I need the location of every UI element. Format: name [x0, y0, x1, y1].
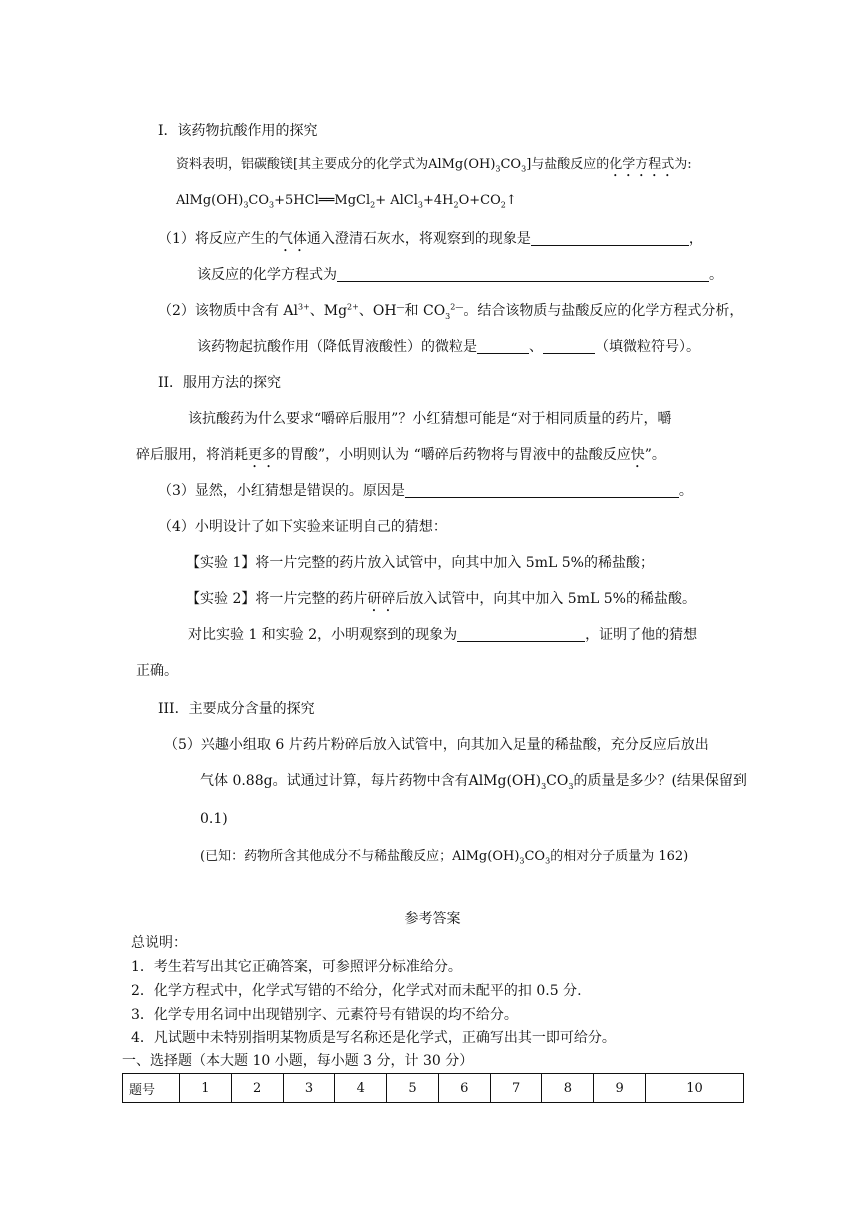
answer-blank-q2-particle-1[interactable] — [477, 339, 529, 354]
question-4: （4）小明设计了如下实验来证明自己的猜想： — [158, 519, 447, 535]
question-5-line2: 气体 0.88g。试通过计算，每片药物中含有$AlMg(OH)_3CO_3$的质量是多少？(结果保留到 — [200, 773, 747, 791]
comparison-line1: 对比实验 1 和实验 2，小明观察到的现象为 ，证明了他的猜想 — [188, 627, 698, 643]
question-5-line3: 0.1) — [200, 811, 228, 827]
answer-blank-q1-equation[interactable] — [337, 267, 709, 282]
experiment-2: 【实验 2】将一片完整的药片研碎后放入试管中，向其中加入 5mL 5%的稀盐酸。 — [186, 591, 696, 607]
chemical-equation: $AlMg(OH)_3CO_3+5HCl══MgCl_2+$ $AlCl_3+4H_2O+CO_2↑$ — [176, 193, 517, 210]
answer-table — [122, 1073, 744, 1103]
answer-blank-q3-reason[interactable] — [405, 483, 679, 498]
answers-title: 参考答案 — [404, 911, 461, 927]
question-1-line2: 该反应的化学方程式为 。 — [197, 267, 723, 283]
multiple-choice-section-heading: 一、选择题（本大题 10 小题，每小题 3 分，计 30 分） — [122, 1053, 474, 1069]
question-3: （3）显然，小红猜想是错误的。原因是 。 — [158, 483, 693, 499]
table-cell: 7 — [490, 1074, 542, 1103]
question-2-line2: 该药物起抗酸作用（降低胃液酸性）的微粒是 、 （填微粒符号）。 — [197, 339, 700, 355]
answer-blank-q4-phenomenon[interactable] — [457, 627, 585, 642]
table-row — [123, 1074, 744, 1103]
general-note-3: 3．化学专用名词中出现错别字、元素符号有错误的均不给分。 — [131, 1007, 518, 1023]
table-cell: 8 — [542, 1074, 594, 1103]
question-5-note: (已知：药物所含其他成分不与稀盐酸反应；$AlMg(OH)_3CO_3$的相对分子质量为 162) — [200, 849, 689, 866]
answer-blank-q2-particle-2[interactable] — [543, 339, 595, 354]
question-5-line1: （5）兴趣小组取 6 片药片粉碎后放入试管中，向其加入足量的稀盐酸，充分反应后放出 — [164, 737, 709, 753]
table-cell: 9 — [594, 1074, 646, 1103]
table-cell: 6 — [438, 1074, 490, 1103]
general-notes-heading: 总说明： — [131, 935, 187, 951]
section-1-title: I．该药物抗酸作用的探究 — [158, 123, 318, 139]
comparison-line2: 正确。 — [136, 663, 178, 679]
general-note-4: 4．凡试题中未特别指明某物质是写名称还是化学式，正确写出其一即可给分。 — [131, 1030, 616, 1046]
experiment-1: 【实验 1】将一片完整的药片放入试管中，向其中加入 5mL 5%的稀盐酸； — [186, 555, 654, 571]
answer-blank-q1-phenomenon[interactable] — [531, 231, 689, 246]
paragraph-2-line2: 碎后服用，将消耗更多的胃酸”，小明则认为 “嚼碎后药物将与胃液中的盐酸反应快”。 — [136, 447, 666, 463]
general-note-2: 2．化学方程式中，化学式写错的不给分，化学式对而未配平的扣 0.5 分. — [131, 983, 582, 999]
general-note-1: 1．考生若写出其它正确答案，可参照评分标准给分。 — [131, 959, 462, 975]
question-1: （1）将反应产生的气体通入澄清石灰水，将观察到的现象是 ， — [158, 231, 703, 247]
table-cell: 1 — [180, 1074, 232, 1103]
table-cell: 5 — [387, 1074, 439, 1103]
section-3-title: III．主要成分含量的探究 — [158, 701, 315, 717]
table-cell: 2 — [231, 1074, 283, 1103]
table-cell: 4 — [335, 1074, 387, 1103]
section-2-title: II．服用方法的探究 — [158, 375, 282, 391]
table-cell: 题号 — [123, 1074, 180, 1103]
question-2: （2）该物质中含有 $Al^{3+}$、$Mg^{2+}$、OH—和 $CO_3^{2—}$。结合该物质与盐酸反应的化学方程式分析， — [158, 302, 744, 321]
intro-paragraph: 资料表明，铝碳酸镁[其主要成分的化学式为$AlMg(OH)_3CO_3$]与盐酸反应的化学方程式为: — [176, 157, 692, 174]
table-cell: 10 — [646, 1074, 744, 1103]
paragraph-2-line1: 该抗酸药为什么要求“嚼碎后服用”？小红猜想可能是“对于相同质量的药片，嚼 — [188, 411, 672, 427]
table-cell: 3 — [283, 1074, 335, 1103]
